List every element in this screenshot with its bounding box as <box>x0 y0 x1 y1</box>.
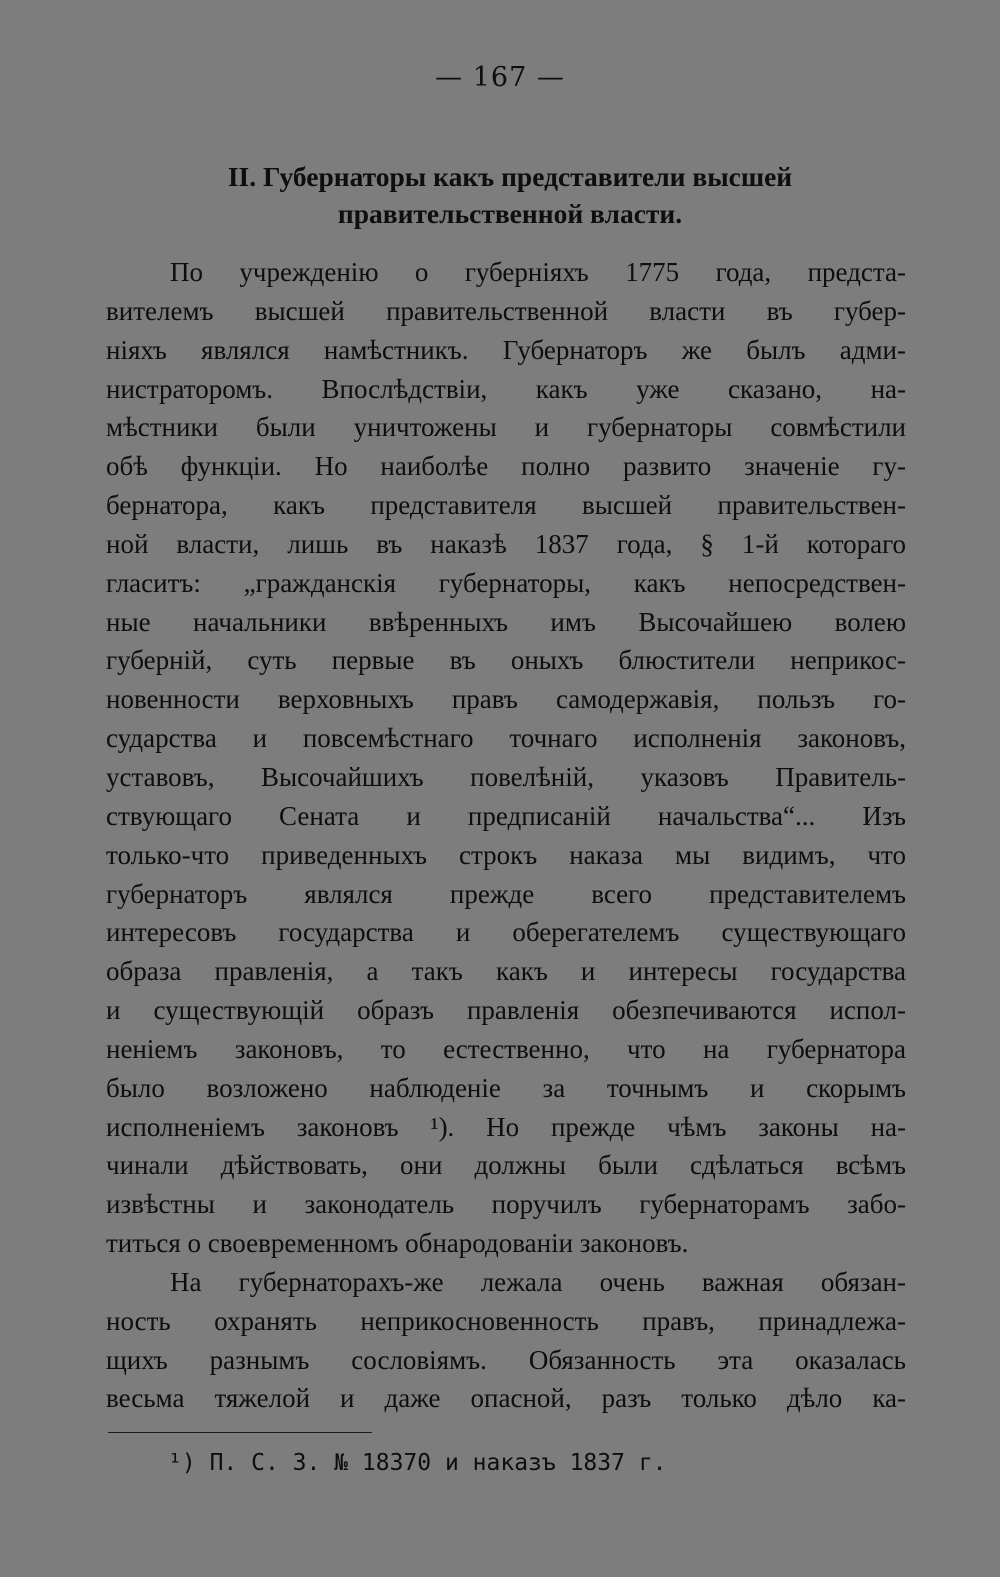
paragraph-line: интересовъ государства и оберегателемъ существующаго <box>106 917 906 948</box>
paragraph-line: исполненіемъ законовъ ¹). Но прежде чѣмъ законы на- <box>106 1111 906 1142</box>
paragraph-line: нистраторомъ. Впослѣдствіи, какъ уже сказано, на- <box>106 373 906 404</box>
section-heading-line: правительственной власти. <box>337 198 683 229</box>
paragraph-line: ствующаго Сената и предписаній начальства“... Изъ <box>106 800 906 831</box>
footnote-divider <box>108 1432 372 1433</box>
paragraph-line: сударства и повсемѣстнаго точнаго исполненія законовъ, <box>106 723 906 754</box>
paragraph-line: извѣстны и законодатель поручилъ губернаторамъ забо- <box>106 1189 906 1220</box>
paragraph-line: весьма тяжелой и даже опасной, разъ только дѣло ка- <box>106 1383 906 1414</box>
paragraph-line: образа правленія, а такъ какъ и интересы государства <box>106 956 906 987</box>
paragraph-line: титься о своевременномъ обнародованіи законовъ. <box>106 1228 689 1259</box>
footnote <box>168 1450 667 1476</box>
paragraph-line: бернатора, какъ представителя высшей правительствен- <box>106 490 906 521</box>
footnote-text: П. С. З. № 18370 и наказъ 1837 г. <box>209 1450 667 1476</box>
paragraph-line: уставовъ, Высочайшихъ повелѣній, указовъ Правитель- <box>106 761 906 792</box>
paragraph-line: было возложено наблюденіе за точнымъ и скорымъ <box>106 1072 906 1103</box>
paragraph-line: неніемъ законовъ, то естественно, что на губернатора <box>106 1033 906 1064</box>
paragraph-line: гласитъ: „гражданскія губернаторы, какъ непосредствен- <box>106 567 906 598</box>
body-text <box>106 253 906 1418</box>
paragraph-line: новенности верховныхъ правъ самодержавія, пользъ го- <box>106 684 906 715</box>
page-number: — 167 — <box>435 62 565 93</box>
paragraph-line: только-что приведенныхъ строкъ наказа мы видимъ, что <box>106 839 906 870</box>
section-heading-line: II. Губернаторы какъ представители высшей <box>227 161 793 192</box>
paragraph-line: губернаторъ являлся прежде всего представителемъ <box>106 878 906 909</box>
paragraph-line: губерній, суть первые въ оныхъ блюстители неприкос- <box>106 645 906 676</box>
paragraph-line: вителемъ высшей правительственной власти въ губер- <box>106 295 906 326</box>
paragraph-line: ной власти, лишь въ наказѣ 1837 года, § 1-й котораго <box>106 528 906 559</box>
paragraph-line: По учрежденію о губерніяхъ 1775 года, предста- <box>170 257 906 287</box>
footnote-marker: ¹) <box>168 1450 196 1476</box>
paragraph-line: мѣстники были уничтожены и губернаторы совмѣстили <box>106 412 906 443</box>
paragraph-line: На губернаторахъ-же лежала очень важная обязан- <box>170 1266 906 1297</box>
paragraph-line: и существующій образъ правленія обезпечиваются испол- <box>106 995 906 1026</box>
paragraph-line: обѣ функціи. Но наиболѣе полно развито значеніе гу- <box>106 451 906 482</box>
paragraph-line: чинали дѣйствовать, они должны были сдѣлаться всѣмъ <box>106 1150 906 1181</box>
section-heading <box>110 158 910 232</box>
paragraph-line: ніяхъ являлся намѣстникъ. Губернаторъ же былъ адми- <box>106 334 906 365</box>
paragraph-line: щихъ разнымъ сословіямъ. Обязанность эта оказалась <box>106 1344 906 1375</box>
paragraph-line: ность охранять неприкосновенность правъ, принадлежа- <box>106 1305 906 1336</box>
paragraph-line: ные начальники ввѣренныхъ имъ Высочайшею волею <box>106 606 906 637</box>
